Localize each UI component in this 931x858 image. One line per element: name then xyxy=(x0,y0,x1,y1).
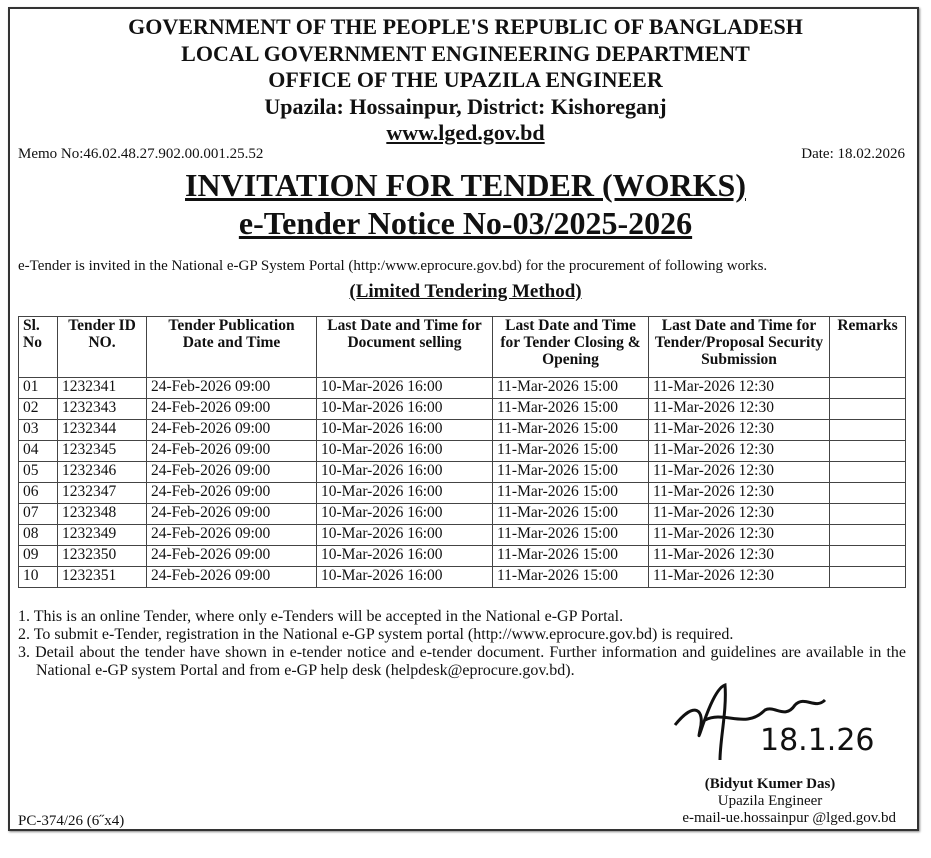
table-cell: 11-Mar-2026 15:00 xyxy=(493,525,649,546)
table-cell: 24-Feb-2026 09:00 xyxy=(147,504,317,525)
table-cell: 10-Mar-2026 16:00 xyxy=(317,504,493,525)
table-cell: 11-Mar-2026 12:30 xyxy=(649,378,830,399)
table-row xyxy=(19,441,906,462)
note-item: 3. Detail about the tender have shown in e-tender notice and e-tender document. Further information and guidelines are available in the National e-GP system Portal and from e-GP help desk (helpdesk@eprocure.gov.bd). xyxy=(18,644,906,679)
table-cell: 24-Feb-2026 09:00 xyxy=(147,378,317,399)
header-department: LOCAL GOVERNMENT ENGINEERING DEPARTMENT xyxy=(181,41,750,66)
table-cell: 24-Feb-2026 09:00 xyxy=(147,546,317,567)
intro-text: e-Tender is invited in the National e-GP System Portal (http:/www.eprocure.gov.bd) for the procurement of following works. xyxy=(18,258,768,274)
table-cell: 1232341 xyxy=(58,378,147,399)
table-cell: 04 xyxy=(19,441,58,462)
signature-image xyxy=(665,680,875,765)
table-cell xyxy=(830,546,906,567)
table-cell: 24-Feb-2026 09:00 xyxy=(147,462,317,483)
table-cell: 24-Feb-2026 09:00 xyxy=(147,483,317,504)
signatory-designation: Upazila Engineer xyxy=(717,793,823,809)
table-cell: 02 xyxy=(19,399,58,420)
table-cell: 1232343 xyxy=(58,399,147,420)
table-cell: 11-Mar-2026 12:30 xyxy=(649,546,830,567)
table-cell: 08 xyxy=(19,525,58,546)
table-cell: 11-Mar-2026 15:00 xyxy=(493,420,649,441)
notice-title: INVITATION FOR TENDER (WORKS) xyxy=(185,167,746,203)
tendering-method: (Limited Tendering Method) xyxy=(349,281,582,302)
table-cell: 1232349 xyxy=(58,525,147,546)
table-cell: 09 xyxy=(19,546,58,567)
table-cell: 11-Mar-2026 12:30 xyxy=(649,441,830,462)
tender-table xyxy=(18,316,906,588)
table-cell: 1232347 xyxy=(58,483,147,504)
table-cell xyxy=(830,399,906,420)
note-item: 1. This is an online Tender, where only e-Tenders will be accepted in the National e-GP Portal. xyxy=(18,608,624,625)
table-cell xyxy=(830,483,906,504)
table-cell: 1232346 xyxy=(58,462,147,483)
table-cell: 24-Feb-2026 09:00 xyxy=(147,399,317,420)
table-cell: 1232351 xyxy=(58,567,147,588)
notice-date: Date: 18.02.2026 xyxy=(801,146,905,162)
col-doc-selling: Last Date and Time for Document selling xyxy=(317,317,493,378)
table-cell: 10-Mar-2026 16:00 xyxy=(317,546,493,567)
table-cell: 11-Mar-2026 12:30 xyxy=(649,483,830,504)
header-location: Upazila: Hossainpur, District: Kishoreganj xyxy=(264,94,667,119)
table-cell: 1232348 xyxy=(58,504,147,525)
table-cell: 10-Mar-2026 16:00 xyxy=(317,441,493,462)
table-cell xyxy=(830,420,906,441)
header-government: GOVERNMENT OF THE PEOPLE'S REPUBLIC OF BANGLADESH xyxy=(128,14,803,39)
table-cell: 11-Mar-2026 12:30 xyxy=(649,567,830,588)
table-cell: 11-Mar-2026 12:30 xyxy=(649,525,830,546)
notes-list xyxy=(18,608,906,680)
table-cell: 11-Mar-2026 15:00 xyxy=(493,462,649,483)
table-row xyxy=(19,399,906,420)
table-cell: 11-Mar-2026 12:30 xyxy=(649,504,830,525)
table-cell: 1232350 xyxy=(58,546,147,567)
col-closing: Last Date and Time for Tender Closing & Opening xyxy=(493,317,649,378)
note-item: 2. To submit e-Tender, registration in the National e-GP system portal (http://www.eprocure.gov.bd) is required. xyxy=(18,626,734,643)
svg-text:18.1.26: 18.1.26 xyxy=(760,723,875,758)
table-cell: 24-Feb-2026 09:00 xyxy=(147,420,317,441)
table-cell: 07 xyxy=(19,504,58,525)
website-link[interactable]: www.lged.gov.bd xyxy=(386,120,545,145)
table-cell xyxy=(830,567,906,588)
table-cell xyxy=(830,441,906,462)
col-security: Last Date and Time for Tender/Proposal Security Submission xyxy=(649,317,830,378)
table-row xyxy=(19,525,906,546)
col-sl: Sl. No xyxy=(19,317,58,378)
table-cell: 10-Mar-2026 16:00 xyxy=(317,399,493,420)
notice-subtitle: e-Tender Notice No-03/2025-2026 xyxy=(238,205,693,241)
table-cell: 05 xyxy=(19,462,58,483)
signatory-email[interactable]: e-mail-ue.hossainpur @lged.gov.bd xyxy=(682,810,896,826)
table-cell: 06 xyxy=(19,483,58,504)
signatory-name: (Bidyut Kumer Das) xyxy=(704,776,836,792)
table-cell: 11-Mar-2026 15:00 xyxy=(493,483,649,504)
table-row xyxy=(19,378,906,399)
table-cell: 24-Feb-2026 09:00 xyxy=(147,441,317,462)
table-row xyxy=(19,420,906,441)
table-row xyxy=(19,504,906,525)
table-row xyxy=(19,546,906,567)
table-cell: 10 xyxy=(19,567,58,588)
table-cell: 1232344 xyxy=(58,420,147,441)
table-cell xyxy=(830,378,906,399)
memo-number: Memo No:46.02.48.27.902.00.001.25.52 xyxy=(18,146,264,162)
table-cell: 10-Mar-2026 16:00 xyxy=(317,462,493,483)
col-publication: Tender Publication Date and Time xyxy=(147,317,317,378)
table-cell xyxy=(830,504,906,525)
col-remarks: Remarks xyxy=(830,317,906,378)
table-cell: 10-Mar-2026 16:00 xyxy=(317,525,493,546)
table-cell: 10-Mar-2026 16:00 xyxy=(317,378,493,399)
table-row xyxy=(19,462,906,483)
table-cell: 11-Mar-2026 15:00 xyxy=(493,378,649,399)
table-cell: 11-Mar-2026 15:00 xyxy=(493,399,649,420)
footer-code: PC-374/26 (6˝x4) xyxy=(18,813,125,829)
table-cell: 24-Feb-2026 09:00 xyxy=(147,567,317,588)
table-cell: 11-Mar-2026 12:30 xyxy=(649,420,830,441)
table-cell: 11-Mar-2026 12:30 xyxy=(649,399,830,420)
table-cell: 11-Mar-2026 15:00 xyxy=(493,567,649,588)
table-cell: 01 xyxy=(19,378,58,399)
table-cell: 10-Mar-2026 16:00 xyxy=(317,567,493,588)
table-cell: 03 xyxy=(19,420,58,441)
col-tender-id: Tender ID NO. xyxy=(58,317,147,378)
table-cell: 10-Mar-2026 16:00 xyxy=(317,420,493,441)
table-header-row xyxy=(19,317,906,378)
table-cell: 10-Mar-2026 16:00 xyxy=(317,483,493,504)
table-row xyxy=(19,483,906,504)
header-office: OFFICE OF THE UPAZILA ENGINEER xyxy=(268,67,663,92)
table-cell: 24-Feb-2026 09:00 xyxy=(147,525,317,546)
table-row xyxy=(19,567,906,588)
table-cell: 11-Mar-2026 12:30 xyxy=(649,462,830,483)
table-cell: 11-Mar-2026 15:00 xyxy=(493,546,649,567)
table-cell xyxy=(830,525,906,546)
table-cell: 11-Mar-2026 15:00 xyxy=(493,441,649,462)
table-cell xyxy=(830,462,906,483)
table-cell: 11-Mar-2026 15:00 xyxy=(493,504,649,525)
table-cell: 1232345 xyxy=(58,441,147,462)
